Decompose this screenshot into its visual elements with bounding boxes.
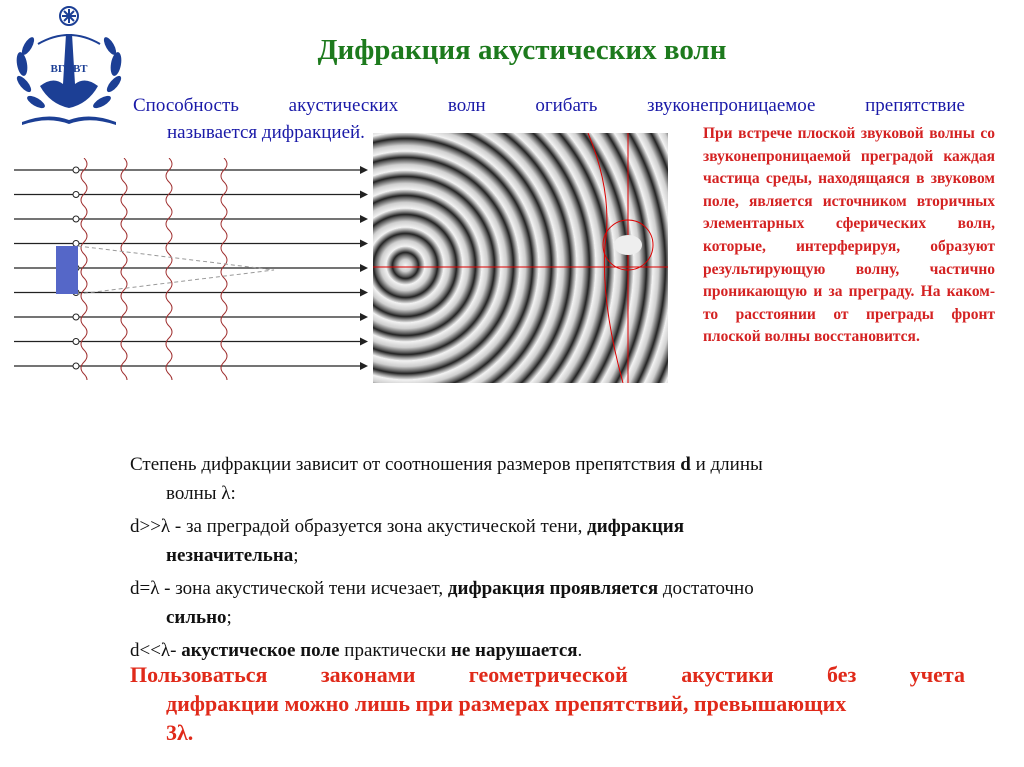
condition-d-much-greater bbox=[130, 512, 930, 570]
arrow-head-icon bbox=[360, 338, 368, 346]
text: d=λ - зона акустической тени исчезает, bbox=[130, 578, 448, 599]
text: d bbox=[680, 454, 691, 475]
wavefront-line bbox=[221, 158, 227, 380]
wavefront-line bbox=[121, 158, 127, 380]
particle-dot bbox=[73, 339, 79, 345]
text: практически bbox=[339, 640, 451, 661]
arrow-head-icon bbox=[360, 240, 368, 248]
conclusion bbox=[130, 660, 965, 747]
arrow-head-icon bbox=[360, 215, 368, 223]
particle-dot bbox=[73, 363, 79, 369]
arrow-head-icon bbox=[360, 191, 368, 199]
wavefront-line bbox=[166, 158, 172, 380]
text: ; bbox=[226, 607, 232, 628]
shadow-zone bbox=[78, 246, 274, 294]
particle-dot bbox=[73, 192, 79, 198]
text: волны λ: bbox=[166, 483, 236, 504]
text: дифракция bbox=[587, 516, 685, 537]
text: d<<λ- bbox=[130, 640, 182, 661]
slide-title: Дифракция акустических волн bbox=[317, 34, 727, 66]
explanation-text: При встрече плоской звуковой волны со звуконепроницаемой преградой каждая частица среды, находящаяся в звуковом поле, является источником вторичных элементарных сферических волн, которые, интерферируя, образуют результирующую волну, частично проникающую и за преграду. На каком-то расстоянии от преграды фронт плоской волны восстановится. bbox=[703, 125, 995, 346]
text: Степень дифракции зависит от соотношения размеров препятствия bbox=[130, 454, 681, 475]
text: сильно bbox=[166, 607, 227, 628]
diffraction-conditions bbox=[130, 450, 930, 669]
condition-d-equal bbox=[130, 574, 930, 632]
text: достаточно bbox=[658, 578, 754, 599]
logo-text: ВГУВТ bbox=[50, 63, 88, 75]
arrow-head-icon bbox=[360, 313, 368, 321]
text: дифракция проявляется bbox=[447, 578, 659, 599]
intro-line-2: называется дифракцией. bbox=[167, 122, 365, 143]
arrow-head-icon bbox=[360, 289, 368, 297]
arrow-head-icon bbox=[360, 362, 368, 370]
conclusion-line-1: Пользоваться законами геометрической акустики без учета bbox=[130, 662, 965, 687]
plane-wave-obstacle-diagram bbox=[14, 158, 374, 380]
text: . bbox=[577, 640, 583, 661]
text: акустическое поле bbox=[181, 640, 340, 661]
arrow-head-icon bbox=[360, 264, 368, 272]
particle-dot bbox=[73, 216, 79, 222]
diffraction-wave-image bbox=[373, 133, 668, 383]
particle-dot bbox=[73, 314, 79, 320]
condition-intro bbox=[130, 450, 930, 508]
obstacle bbox=[56, 246, 78, 294]
intro-line-1: Способность акустических волн огибать звуконепроницаемое препятствие bbox=[133, 95, 965, 116]
arrow-head-icon bbox=[360, 166, 368, 174]
particle-dot bbox=[73, 167, 79, 173]
conclusion-line-2: дифракции можно лишь при размерах препятствий, превышающих bbox=[166, 691, 847, 716]
text: незначительна bbox=[166, 545, 294, 566]
text: и длины bbox=[690, 454, 763, 475]
text: не нарушается bbox=[450, 640, 578, 661]
text: ; bbox=[293, 545, 299, 566]
wavefront-line bbox=[81, 158, 87, 380]
conclusion-line-3: 3λ. bbox=[166, 720, 194, 745]
text: d>>λ - за преградой образуется зона акустической тени, bbox=[130, 516, 588, 537]
